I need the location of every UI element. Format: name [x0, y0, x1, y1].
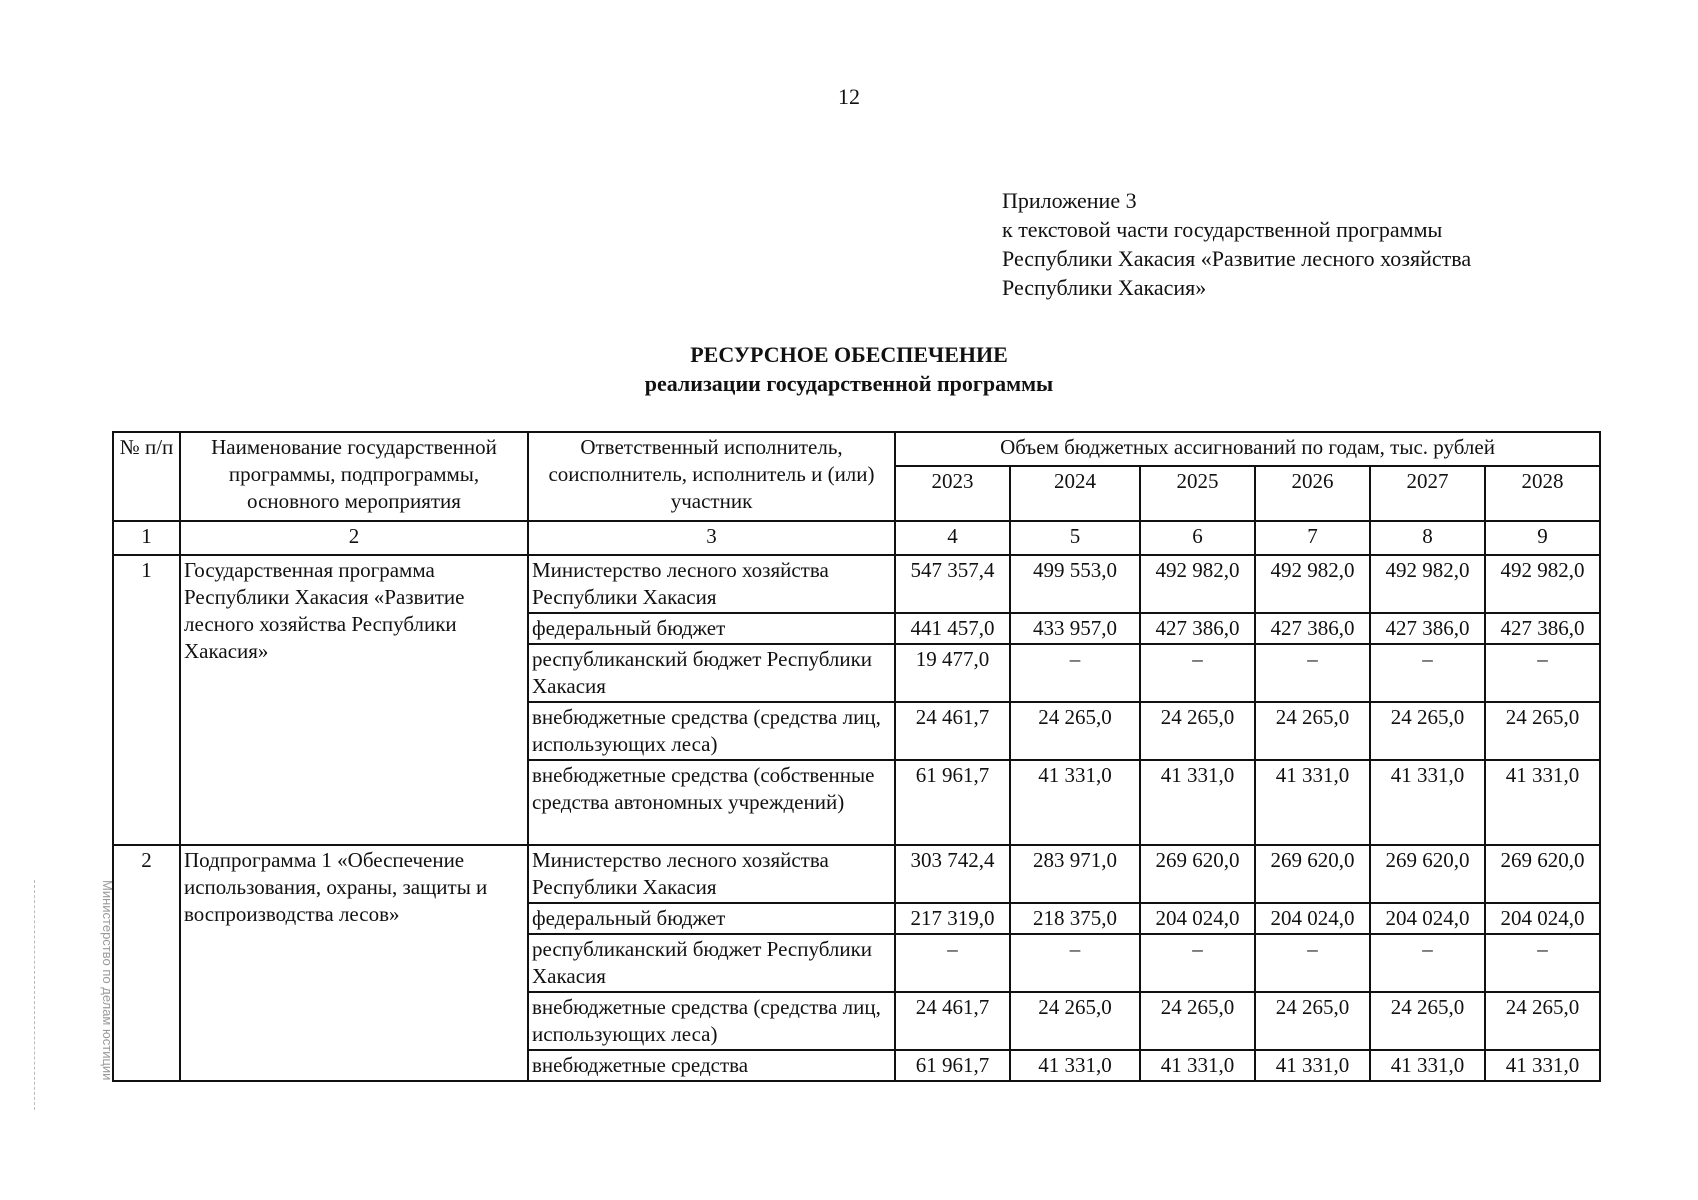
header-year: 2026 [1255, 466, 1370, 521]
value-cell: 24 265,0 [1370, 992, 1485, 1050]
table-row [113, 845, 1600, 903]
value-cell: – [1255, 934, 1370, 992]
value-cell: 24 265,0 [1140, 702, 1255, 760]
index-cell: 3 [528, 521, 895, 555]
value-cell: 492 982,0 [1140, 555, 1255, 613]
header-num: № п/п [113, 432, 180, 521]
value-cell: – [1485, 934, 1600, 992]
value-cell: 204 024,0 [1255, 903, 1370, 934]
value-cell: 24 265,0 [1255, 702, 1370, 760]
value-cell: 24 265,0 [1370, 702, 1485, 760]
value-cell: 24 265,0 [1485, 992, 1600, 1050]
executor-cell: внебюджетные средства (собственные средства автономных учреждений) [528, 760, 895, 845]
value-cell: 41 331,0 [1370, 760, 1485, 845]
budget-table [112, 431, 1601, 1082]
index-cell: 6 [1140, 521, 1255, 555]
value-cell: 427 386,0 [1255, 613, 1370, 644]
header-year: 2023 [895, 466, 1010, 521]
value-cell: 24 265,0 [1485, 702, 1600, 760]
executor-cell: внебюджетные средства [528, 1050, 895, 1081]
executor-cell: федеральный бюджет [528, 613, 895, 644]
header-budget: Объем бюджетных ассигнований по годам, тыс. рублей [895, 432, 1600, 466]
value-cell: 204 024,0 [1140, 903, 1255, 934]
appendix-line: к текстовой части государственной программы [1002, 217, 1443, 242]
value-cell: 492 982,0 [1255, 555, 1370, 613]
group-name: Подпрограмма 1 «Обеспечение использования, охраны, защиты и воспроизводства лесов» [180, 845, 528, 1081]
page-number: 12 [838, 84, 860, 109]
value-cell: 41 331,0 [1485, 760, 1600, 845]
group-num: 1 [113, 555, 180, 845]
value-cell: – [1485, 644, 1600, 702]
value-cell: 41 331,0 [1255, 760, 1370, 845]
value-cell: 269 620,0 [1255, 845, 1370, 903]
value-cell: 427 386,0 [1485, 613, 1600, 644]
value-cell: 24 461,7 [895, 992, 1010, 1050]
header-year: 2025 [1140, 466, 1255, 521]
title-main: РЕСУРСНОЕ ОБЕСПЕЧЕНИЕ [690, 342, 1008, 367]
index-cell: 8 [1370, 521, 1485, 555]
value-cell: 427 386,0 [1140, 613, 1255, 644]
value-cell: 41 331,0 [1010, 1050, 1140, 1081]
value-cell: 204 024,0 [1485, 903, 1600, 934]
value-cell: 433 957,0 [1010, 613, 1140, 644]
value-cell: 41 331,0 [1255, 1050, 1370, 1081]
value-cell: 492 982,0 [1485, 555, 1600, 613]
value-cell: 441 457,0 [895, 613, 1010, 644]
executor-cell: республиканский бюджет Республики Хакасия [528, 644, 895, 702]
value-cell: 61 961,7 [895, 760, 1010, 845]
appendix-line: Республики Хакасия» [1002, 275, 1207, 300]
value-cell: 61 961,7 [895, 1050, 1010, 1081]
value-cell: 217 319,0 [895, 903, 1010, 934]
header-name: Наименование государственной программы, подпрограммы, основного мероприятия [180, 432, 528, 521]
value-cell: 24 265,0 [1255, 992, 1370, 1050]
value-cell: 41 331,0 [1140, 760, 1255, 845]
value-cell: 41 331,0 [1010, 760, 1140, 845]
executor-cell: федеральный бюджет [528, 903, 895, 934]
header-year: 2028 [1485, 466, 1600, 521]
value-cell: 499 553,0 [1010, 555, 1140, 613]
value-cell: 41 331,0 [1140, 1050, 1255, 1081]
index-cell: 4 [895, 521, 1010, 555]
executor-cell: внебюджетные средства (средства лиц, использующих леса) [528, 992, 895, 1050]
value-cell: 303 742,4 [895, 845, 1010, 903]
index-cell: 5 [1010, 521, 1140, 555]
value-cell: 41 331,0 [1370, 1050, 1485, 1081]
value-cell: – [1010, 934, 1140, 992]
header-year: 2024 [1010, 466, 1140, 521]
index-cell: 7 [1255, 521, 1370, 555]
value-cell: – [1255, 644, 1370, 702]
value-cell: – [1370, 934, 1485, 992]
stamp-text: Министерство по делам юстиции [100, 880, 115, 1081]
index-cell: 2 [180, 521, 528, 555]
value-cell: – [895, 934, 1010, 992]
value-cell: 427 386,0 [1370, 613, 1485, 644]
document-title [0, 340, 1698, 398]
appendix-line: Приложение 3 [1002, 188, 1137, 213]
value-cell: 24 265,0 [1010, 992, 1140, 1050]
value-cell: 283 971,0 [1010, 845, 1140, 903]
appendix-block [1002, 186, 1471, 302]
group-num: 2 [113, 845, 180, 1081]
value-cell: 24 265,0 [1140, 992, 1255, 1050]
executor-cell: республиканский бюджет Республики Хакасия [528, 934, 895, 992]
value-cell: 269 620,0 [1370, 845, 1485, 903]
executor-cell: внебюджетные средства (средства лиц, использующих леса) [528, 702, 895, 760]
value-cell: 24 265,0 [1010, 702, 1140, 760]
value-cell: 547 357,4 [895, 555, 1010, 613]
value-cell: 204 024,0 [1370, 903, 1485, 934]
value-cell: – [1140, 934, 1255, 992]
executor-cell: Министерство лесного хозяйства Республики Хакасия [528, 555, 895, 613]
value-cell: – [1370, 644, 1485, 702]
value-cell: 269 620,0 [1140, 845, 1255, 903]
value-cell: 492 982,0 [1370, 555, 1485, 613]
registration-stamp [34, 880, 115, 1110]
table-row [113, 555, 1600, 613]
title-sub: реализации государственной программы [644, 371, 1054, 396]
header-year: 2027 [1370, 466, 1485, 521]
value-cell: – [1140, 644, 1255, 702]
index-cell: 1 [113, 521, 180, 555]
executor-cell: Министерство лесного хозяйства Республики Хакасия [528, 845, 895, 903]
value-cell: 218 375,0 [1010, 903, 1140, 934]
index-row [113, 521, 1600, 555]
header-executor: Ответственный исполнитель, соисполнитель, исполнитель и (или) участник [528, 432, 895, 521]
value-cell: 24 461,7 [895, 702, 1010, 760]
index-cell: 9 [1485, 521, 1600, 555]
value-cell: – [1010, 644, 1140, 702]
appendix-line: Республики Хакасия «Развитие лесного хозяйства [1002, 246, 1472, 271]
value-cell: 19 477,0 [895, 644, 1010, 702]
group-name: Государственная программа Республики Хакасия «Развитие лесного хозяйства Республики Хакасия» [180, 555, 528, 845]
value-cell: 269 620,0 [1485, 845, 1600, 903]
value-cell: 41 331,0 [1485, 1050, 1600, 1081]
